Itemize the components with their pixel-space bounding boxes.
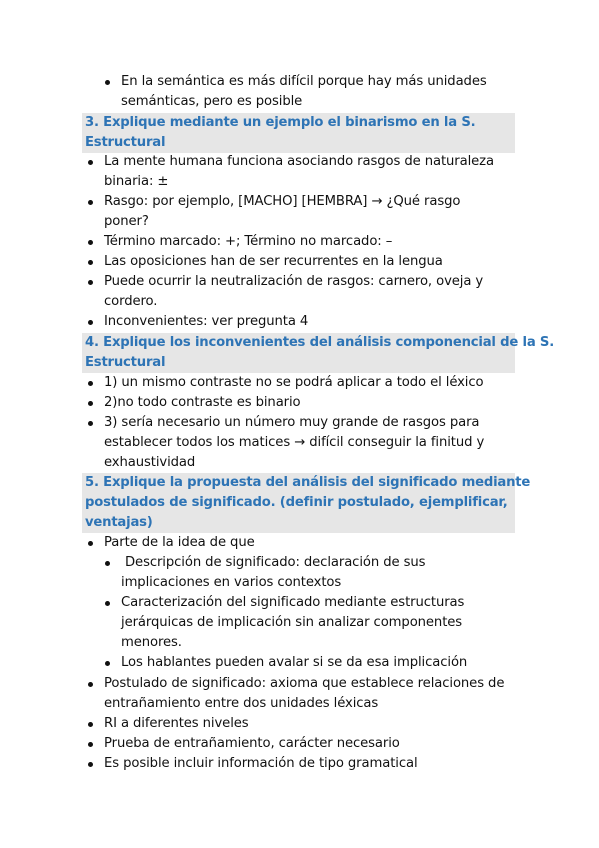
bullet-dot [105, 661, 110, 666]
list-item: establecer todos los matices → difícil conseguir la finitud y [104, 435, 485, 450]
list-item: 3) sería necesario un número muy grande de rasgos para [104, 415, 480, 430]
list-item: menores. [121, 635, 182, 650]
list-item: binaria: ± [104, 174, 169, 189]
bullet-dot [105, 601, 110, 606]
bullet-dot [105, 80, 110, 85]
list-item: Puede ocurrir la neutralización de rasgos: carnero, oveja y [104, 274, 484, 289]
bullet-dot [88, 381, 93, 386]
intro-bullet-line-1: En la semántica es más difícil porque hay más unidades [121, 74, 487, 89]
q3-heading-line-1: 3. Explique mediante un ejemplo el binarismo en la S. [85, 115, 476, 130]
intro-bullet-line-2: semánticas, pero es posible [121, 94, 303, 109]
list-item: Parte de la idea de que [104, 535, 255, 550]
bullet-dot [88, 320, 93, 325]
list-item: Rasgo: por ejemplo, [MACHO] [HEMBRA] → ¿Qué rasgo [104, 194, 461, 209]
list-item: Postulado de significado: axioma que establece relaciones de [104, 676, 505, 691]
list-item: Inconvenientes: ver pregunta 4 [104, 314, 309, 329]
bullet-dot [88, 160, 93, 165]
bullet-dot [88, 200, 93, 205]
bullet-dot [105, 561, 110, 566]
question-3-heading [82, 113, 515, 153]
list-item: jerárquicas de implicación sin analizar componentes [121, 615, 463, 630]
list-item: Descripción de significado: declaración de sus [125, 555, 426, 570]
bullet-dot [88, 260, 93, 265]
bullet-dot [88, 682, 93, 687]
bullet-dot [88, 742, 93, 747]
list-item: Las oposiciones han de ser recurrentes en la lengua [104, 254, 443, 269]
list-item: poner? [104, 214, 149, 229]
q4-heading-line-2: Estructural [85, 355, 166, 370]
q3-heading-line-2: Estructural [85, 135, 166, 150]
bullet-dot [88, 240, 93, 245]
q5-heading-line-2: postulados de significado. (definir postulado, ejemplificar, [85, 495, 508, 510]
list-item: Término marcado: +; Término no marcado: – [104, 234, 393, 249]
q4-heading-line-1: 4. Explique los inconvenientes del análisis componencial de la S. [85, 335, 555, 350]
bullet-dot [88, 401, 93, 406]
question-5-heading [82, 473, 531, 533]
list-item: 2)no todo contraste es binario [104, 395, 301, 410]
list-item: Es posible incluir información de tipo gramatical [104, 756, 418, 771]
bullet-dot [88, 421, 93, 426]
list-item: RI a diferentes niveles [104, 716, 249, 731]
list-item: exhaustividad [104, 455, 196, 470]
list-item: implicaciones en varios contextos [121, 575, 342, 590]
bullet-dot [88, 722, 93, 727]
question-4-heading [82, 333, 555, 373]
bullet-dot [88, 541, 93, 546]
list-item: entrañamiento entre dos unidades léxicas [104, 696, 379, 711]
list-item: Los hablantes pueden avalar si se da esa implicación [121, 655, 468, 670]
q5-heading-line-3: ventajas) [85, 515, 153, 530]
list-item: Caracterización del significado mediante estructuras [121, 595, 465, 610]
list-item: Prueba de entrañamiento, carácter necesario [104, 736, 400, 751]
q5-heading-line-1: 5. Explique la propuesta del análisis del significado mediante [85, 475, 531, 490]
list-item: La mente humana funciona asociando rasgos de naturaleza [104, 154, 494, 169]
list-item: cordero. [104, 294, 158, 309]
list-item: 1) un mismo contraste no se podrá aplicar a todo el léxico [104, 375, 484, 390]
bullet-dot [88, 280, 93, 285]
bullet-dot [88, 762, 93, 767]
